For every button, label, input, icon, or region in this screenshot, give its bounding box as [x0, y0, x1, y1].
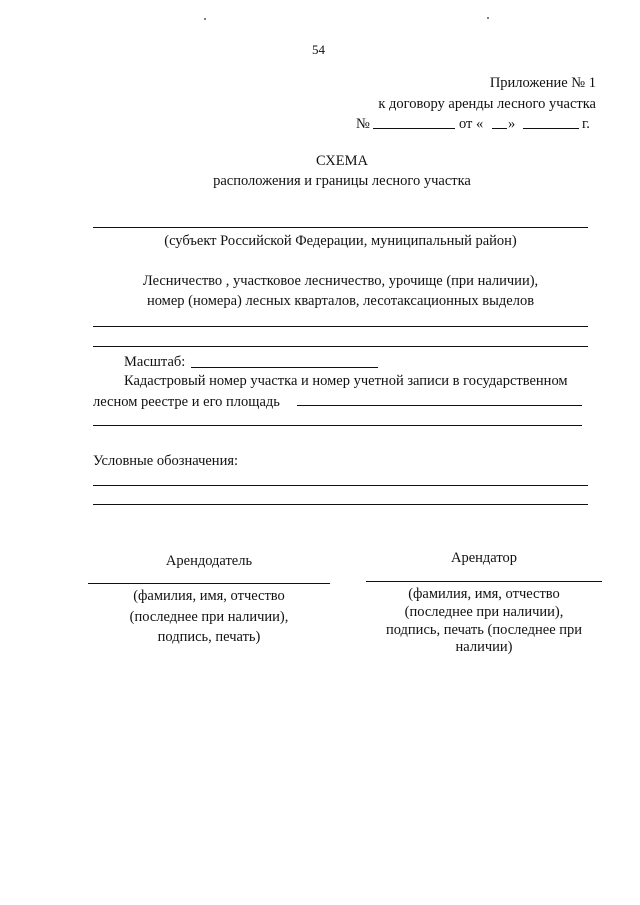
contract-number-field [373, 128, 455, 129]
lessor-caption-line3: подпись, печать) [157, 629, 261, 645]
lessee-caption-line3: подпись, печать (последнее при [385, 622, 583, 638]
lessor-caption-line1: (фамилия, имя, отчество [133, 588, 285, 604]
scale-field-line [191, 367, 378, 368]
forestry-field-line [93, 326, 588, 327]
cadastral-label-line1: Кадастровый номер участка и номер учетной записи в государственном [124, 373, 568, 389]
lessor-caption-line2: (последнее при наличии), [129, 609, 289, 625]
contract-day-field [492, 128, 507, 129]
scan-speck [487, 17, 489, 19]
lessor-title: Арендодатель [165, 553, 253, 569]
lessee-title: Арендатор [450, 550, 517, 566]
lessee-signature-line [366, 581, 602, 582]
page-number: 54 [312, 42, 325, 57]
scheme-subtitle: расположения и границы лесного участка [213, 173, 471, 189]
legend-label: Условные обозначения: [93, 453, 239, 469]
contract-date-quote: » [508, 116, 516, 132]
legend-field-line [93, 485, 588, 486]
cadastral-field-line [93, 425, 582, 426]
subject-field-line [93, 227, 588, 228]
cadastral-field-line [297, 405, 582, 406]
lessee-caption-line1: (фамилия, имя, отчество [408, 586, 560, 602]
forestry-caption-line2: номер (номера) лесных кварталов, лесотаксационных выделов [146, 293, 535, 309]
scale-label: Масштаб: [124, 354, 186, 370]
subject-caption: (субъект Российской Федерации, муниципальный район) [164, 233, 517, 249]
lessee-caption-line2: (последнее при наличии), [404, 604, 564, 620]
cadastral-label-line2: лесном реестре и его площадь [93, 394, 280, 410]
lessor-signature-line [88, 583, 330, 584]
scan-speck [204, 18, 206, 20]
contract-year-suffix: г. [582, 116, 590, 132]
scheme-title: СХЕМА [316, 153, 368, 169]
appendix-subtitle: к договору аренды лесного участка [378, 96, 596, 112]
contract-month-field [523, 128, 579, 129]
appendix-title: Приложение № 1 [489, 75, 596, 91]
lessee-caption-line4: наличии) [455, 639, 513, 655]
contract-number-label: № [356, 116, 370, 132]
forestry-field-line [93, 346, 588, 347]
contract-date-label: от « [459, 116, 484, 132]
legend-field-line [93, 504, 588, 505]
forestry-caption-line1: Лесничество , участковое лесничество, урочище (при наличии), [142, 273, 539, 289]
